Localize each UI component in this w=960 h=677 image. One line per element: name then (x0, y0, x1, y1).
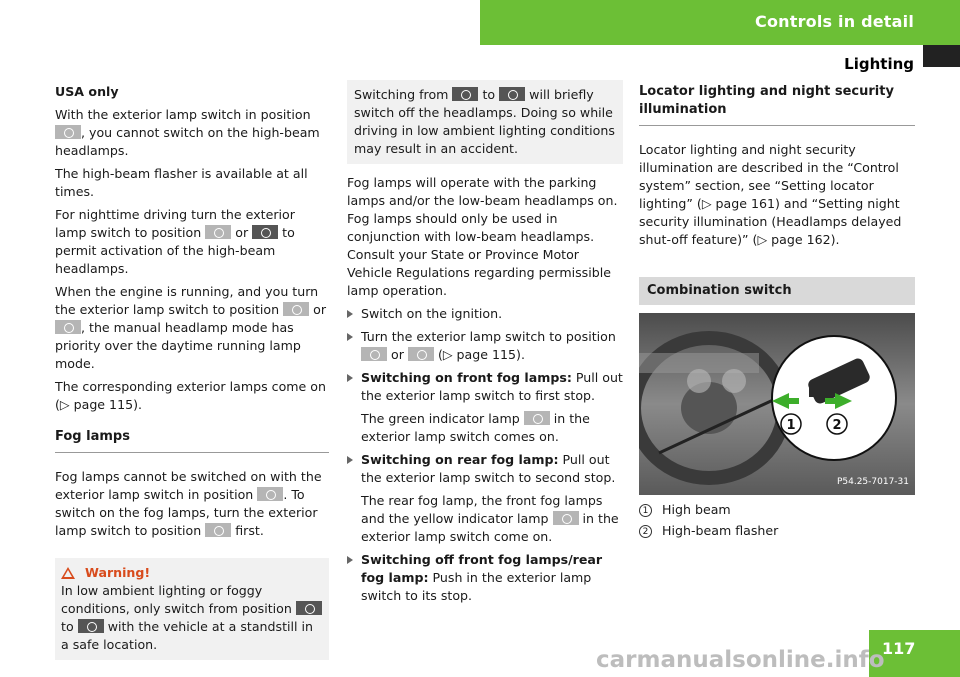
text: or (391, 347, 404, 362)
caption-text: High-beam flasher (662, 523, 779, 538)
text: , you cannot switch on the high-beam headlamps. (55, 125, 320, 158)
text: The rear fog lamp, the front fog lamps and the yellow indicator lamp (361, 493, 603, 526)
text: Switching from (354, 87, 449, 102)
text: in the exterior lamp switch come on. (361, 511, 619, 544)
watermark: carmanualsonline.info (596, 647, 885, 673)
text: to (482, 87, 496, 102)
text: For nighttime driving turn the exterior lamp switch to position (55, 207, 295, 240)
caption-number-1: 1 (639, 504, 652, 517)
column-3 (639, 83, 915, 540)
parking-lamps-icon (361, 347, 387, 361)
text: Switching on front fog lamps: (361, 370, 572, 385)
low-beam-icon (78, 619, 104, 633)
text: Pull out the exterior lamp switch to second stop. (361, 452, 616, 485)
text: first. (235, 523, 264, 538)
low-beam-icon (205, 225, 231, 239)
warning-title (61, 564, 323, 582)
text: Pull out the exterior lamp switch to first stop. (361, 370, 623, 403)
warning-text (61, 582, 323, 654)
text: (▷ page 115). (437, 347, 525, 362)
text: In low ambient lighting or foggy conditions, only switch from position (61, 583, 292, 616)
paragraph: Fog lamps will operate with the parking lamps and/or the low-beam headlamps on. Fog lamps should only be used in conjunction with low-beam headlamps. Consult your State or Province Motor Vehicle Regulations regarding permissible lamp operation. (347, 175, 618, 298)
text: or (235, 225, 249, 240)
text: With the exterior lamp switch in position (55, 107, 311, 122)
text: with the vehicle at a standstill in a safe location. (61, 619, 313, 652)
text: in the exterior lamp switch comes on. (361, 411, 590, 444)
bullet-arrow-icon (347, 374, 353, 382)
paragraph (55, 468, 329, 540)
warning-label: Warning! (85, 565, 151, 580)
bullet-arrow-icon (347, 456, 353, 464)
caption-2 (639, 522, 915, 540)
paragraph: Locator lighting and night security illumination are described in the “Control system” section, see “Setting locator lighting” (▷ page 161) and “Setting night security illumination (Headlamps delayed shut-off feature)” (▷ page 162). (639, 142, 902, 247)
list-item (347, 305, 623, 323)
text: When the engine is running, and you turn the exterior lamp switch to position (55, 284, 319, 317)
low-beam-icon (205, 523, 231, 537)
fog-lamps-heading: Fog lamps (55, 428, 329, 453)
page-number: 117 (882, 639, 916, 658)
list-item (347, 369, 623, 405)
text: Switch on the ignition. (361, 306, 503, 321)
paragraph (55, 283, 329, 373)
bullet-arrow-icon (347, 310, 353, 318)
low-beam-icon (408, 347, 434, 361)
text: Push in the exterior lamp switch to its stop. (361, 570, 592, 603)
paragraph (55, 106, 329, 160)
list-item (347, 328, 623, 364)
list-item (347, 451, 623, 487)
combination-switch-heading: Combination switch (639, 277, 915, 305)
bullet-arrow-icon (347, 556, 353, 564)
section-tab (923, 45, 960, 67)
usa-only-heading: USA only (55, 84, 119, 99)
auto-icon (252, 225, 278, 239)
paragraph: The corresponding exterior lamps come on (▷ page 115). (55, 379, 326, 412)
caption-number-2: 2 (639, 525, 652, 538)
column-2 (347, 80, 623, 610)
parking-lamps-icon (283, 302, 309, 316)
text: Switching off front fog lamps/rear fog lamp: (361, 552, 603, 585)
text: Switching on rear fog lamp: (361, 452, 559, 467)
bullet-arrow-icon (347, 333, 353, 341)
list-item-sub (347, 410, 623, 446)
low-beam-icon (55, 320, 81, 334)
text: , the manual headlamp mode has priority over the daytime running lamp mode. (55, 320, 301, 371)
text: or (313, 302, 327, 317)
photo-code: P54.25-7017-31 (836, 477, 909, 487)
warning-box (55, 558, 329, 660)
list-item-sub (347, 492, 623, 546)
column-1 (55, 83, 329, 660)
text: The green indicator lamp (361, 411, 520, 426)
text: . To switch on the fog lamps, turn the exterior lamp switch to position (55, 487, 318, 538)
combination-switch-photo (639, 313, 915, 495)
rear-fog-lamp-icon (553, 511, 579, 525)
caption-1 (639, 501, 915, 519)
list-item (347, 551, 623, 605)
auto-icon (296, 601, 322, 615)
paragraph (55, 206, 329, 278)
caption-text: High beam (662, 502, 731, 517)
section-title: Lighting (844, 55, 914, 73)
text: to (61, 619, 74, 634)
lamp-off-icon (55, 125, 81, 139)
warning-continued-box (347, 80, 623, 164)
text: Turn the exterior lamp switch to position (361, 329, 616, 344)
text: will briefly switch off the headlamps. Doing so while driving in low ambient lighting conditions may result in an accident. (354, 87, 615, 156)
locator-heading: Locator lighting and night security illumination (639, 83, 915, 126)
callout-1: 1 (786, 418, 796, 433)
low-beam-icon (499, 87, 525, 101)
text: to permit activation of the high-beam headlamps. (55, 225, 295, 276)
warning-triangle-icon (61, 567, 75, 579)
auto-icon (257, 487, 283, 501)
chapter-title: Controls in detail (755, 12, 914, 31)
text: Fog lamps cannot be switched on with the exterior lamp switch in position (55, 469, 322, 502)
front-fog-lamp-icon (524, 411, 550, 425)
callout-2: 2 (832, 418, 842, 433)
paragraph: The high-beam flasher is available at all times. (55, 166, 308, 199)
dashboard-illustration (639, 313, 915, 495)
auto-icon (452, 87, 478, 101)
